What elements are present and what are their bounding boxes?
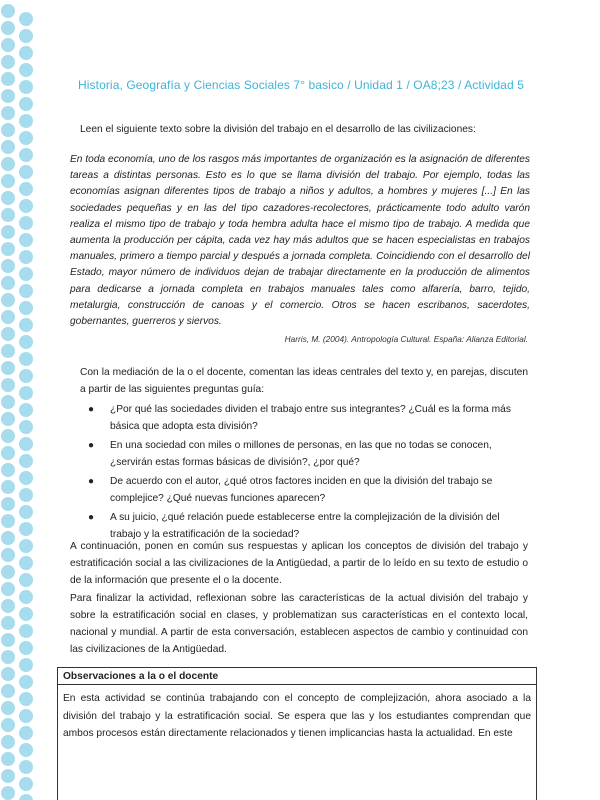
dot: [19, 284, 33, 298]
dot: [1, 378, 15, 392]
dot: [1, 650, 15, 664]
question-text: En una sociedad con miles o millones de personas, en las que no todas se conocen, ¿servirán estas formas básicas de división?, ¿por qué?: [110, 440, 492, 468]
dot: [19, 539, 33, 553]
dot: [19, 454, 33, 468]
dot: [1, 633, 15, 647]
dot: [1, 565, 15, 579]
dot: [19, 573, 33, 587]
dot: [1, 361, 15, 375]
dot: [1, 38, 15, 52]
bullet-icon: ●: [88, 512, 95, 523]
dot: [1, 89, 15, 103]
dot: [19, 216, 33, 230]
dot: [19, 624, 33, 638]
question-text: De acuerdo con el autor, ¿qué otros factores inciden en que la división del trabajo se complejice? ¿Qué nuevas funciones aparecen?: [110, 476, 493, 504]
dot: [19, 63, 33, 77]
dot: [19, 148, 33, 162]
list-item: [88, 402, 528, 435]
question-text: ¿Por qué las sociedades dividen el trabajo entre sus integrantes? ¿Cuál es la forma más básica que adopta esta división?: [110, 404, 511, 432]
dot: [19, 46, 33, 60]
question-text: A su juicio, ¿qué relación puede establecerse entre la complejización de la división del trabajo y la estratificación de la sociedad?: [110, 512, 500, 540]
dot: [1, 412, 15, 426]
dot: [19, 437, 33, 451]
dot: [1, 701, 15, 715]
dot: [1, 684, 15, 698]
dot: [19, 709, 33, 723]
dot: [19, 726, 33, 740]
dot: [19, 471, 33, 485]
dot: [1, 582, 15, 596]
decorative-dot-border: [0, 0, 46, 800]
dot: [19, 641, 33, 655]
dot: [1, 446, 15, 460]
dot: [19, 505, 33, 519]
dot: [19, 80, 33, 94]
dot: [19, 607, 33, 621]
dot: [19, 420, 33, 434]
dot: [19, 97, 33, 111]
dot: [19, 182, 33, 196]
dot: [1, 531, 15, 545]
dot: [19, 369, 33, 383]
breadcrumb: Historia, Geografía y Ciencias Sociales 7° basico / Unidad 1 / OA8;23 / Actividad 5: [78, 78, 524, 92]
dot: [1, 616, 15, 630]
dot: [19, 250, 33, 264]
dot: [1, 259, 15, 273]
quoted-text: En toda economía, uno de los rasgos más importantes de organización es la asignación de diferentes tareas a distintas personas. Esto es lo que se llama división del trabajo. Por ejemplo, todas las economías asignan diferentes tipos de trabajo a niños y adultos, a hombres y mujeres [...] En las sociedades pequeñas y en las del tipo cazadores-recolectores, prácticamente todo adulto varón realiza el mismo tipo de trabajo y toda hembra adulta hace el mismo tipo de trabajo. A medida que aumenta la producción per cápita, cada vez hay más adultos que se hacen especialistas en trabajos manuales, primero a tiempo parcial y después a jornada completa. Coincidiendo con el desarrollo del Estado, mayor número de individuos dejan de trabajar directamente en la producción de alimentos para dedicarse a jornada completa en trabajos manuales tales como alfarería, barro, tejido, metalurgia, construcción de canoas y el comercio. Otros se hacen escribanos, sacerdotes, gobernantes, guerreros y siervos.: [70, 154, 530, 328]
dot: [1, 208, 15, 222]
dot: [1, 310, 15, 324]
dot: [1, 293, 15, 307]
dot: [1, 718, 15, 732]
bullet-icon: ●: [88, 476, 95, 487]
dot: [1, 497, 15, 511]
dot: [19, 233, 33, 247]
dot: [19, 488, 33, 502]
dot: [19, 386, 33, 400]
bullet-icon: ●: [88, 440, 95, 451]
dot: [19, 267, 33, 281]
closing-paragraph: Para finalizar la actividad, reflexionan sobre las características de la actual división del trabajo y sobre la estratificación social en clases, y problematizan sus características en el contexto local, nacional y mundial. A partir de esta conversación, establecen aspectos de cambio y continuidad con las civilizaciones de la Antigüedad.: [70, 593, 528, 655]
dot: [1, 21, 15, 35]
continuation-paragraph: A continuación, ponen en común sus respuestas y aplican los conceptos de división del trabajo y estratificación social a las civilizaciones de la Antigüedad, a partir de lo leído en su texto de estudio o de la información que presente el o la docente.: [70, 541, 528, 586]
reading-intro: Leen el siguiente texto sobre la división del trabajo en el desarrollo de las civilizaciones:: [80, 124, 476, 135]
dot: [1, 667, 15, 681]
dot: [1, 735, 15, 749]
teacher-observations-box: [57, 667, 537, 800]
dot: [1, 242, 15, 256]
dot: [19, 556, 33, 570]
dot: [1, 548, 15, 562]
dot: [19, 777, 33, 791]
dot: [1, 72, 15, 86]
dot: [19, 131, 33, 145]
dot: [19, 743, 33, 757]
dot: [1, 480, 15, 494]
dot: [19, 29, 33, 43]
discussion-intro: Con la mediación de la o el docente, comentan las ideas centrales del texto y, en parejas, discuten a partir de las siguientes preguntas guía:: [80, 367, 528, 395]
dot: [19, 590, 33, 604]
dot: [19, 794, 33, 800]
dot: [19, 114, 33, 128]
dot: [19, 318, 33, 332]
dot: [1, 327, 15, 341]
dot: [1, 769, 15, 783]
dot: [1, 225, 15, 239]
dot: [1, 174, 15, 188]
dot: [19, 301, 33, 315]
dot: [1, 395, 15, 409]
dot: [19, 335, 33, 349]
dot: [1, 344, 15, 358]
observations-title: Observaciones a la o el docente: [58, 668, 536, 685]
dot: [19, 403, 33, 417]
dot: [1, 599, 15, 613]
dot: [1, 276, 15, 290]
dot: [1, 463, 15, 477]
dot: [19, 658, 33, 672]
dot: [1, 4, 15, 18]
dot: [19, 522, 33, 536]
list-item: [88, 438, 528, 471]
dot: [1, 55, 15, 69]
dot: [1, 106, 15, 120]
dot: [1, 191, 15, 205]
dot: [1, 429, 15, 443]
dot: [19, 760, 33, 774]
dot: [19, 675, 33, 689]
dot: [19, 692, 33, 706]
dot: [1, 514, 15, 528]
bullet-icon: ●: [88, 404, 95, 415]
dot: [19, 352, 33, 366]
guide-questions: [88, 402, 528, 546]
dot: [1, 157, 15, 171]
dot: [19, 165, 33, 179]
dot: [1, 123, 15, 137]
list-item: [88, 474, 528, 507]
citation: Harris, M. (2004). Antropología Cultural. España: Alianza Editorial.: [284, 334, 528, 344]
dot: [1, 752, 15, 766]
dot: [19, 12, 33, 26]
observations-text: En esta actividad se continúa trabajando con el concepto de complejización, ahora asociado a la división del trabajo y la estratificación social. Se espera que las y los estudiantes comprendan que ambos procesos están directamente relacionados y tienen implicancias hasta la actualidad. En este: [63, 693, 531, 739]
dot: [19, 199, 33, 213]
dot: [1, 786, 15, 800]
dot: [1, 140, 15, 154]
